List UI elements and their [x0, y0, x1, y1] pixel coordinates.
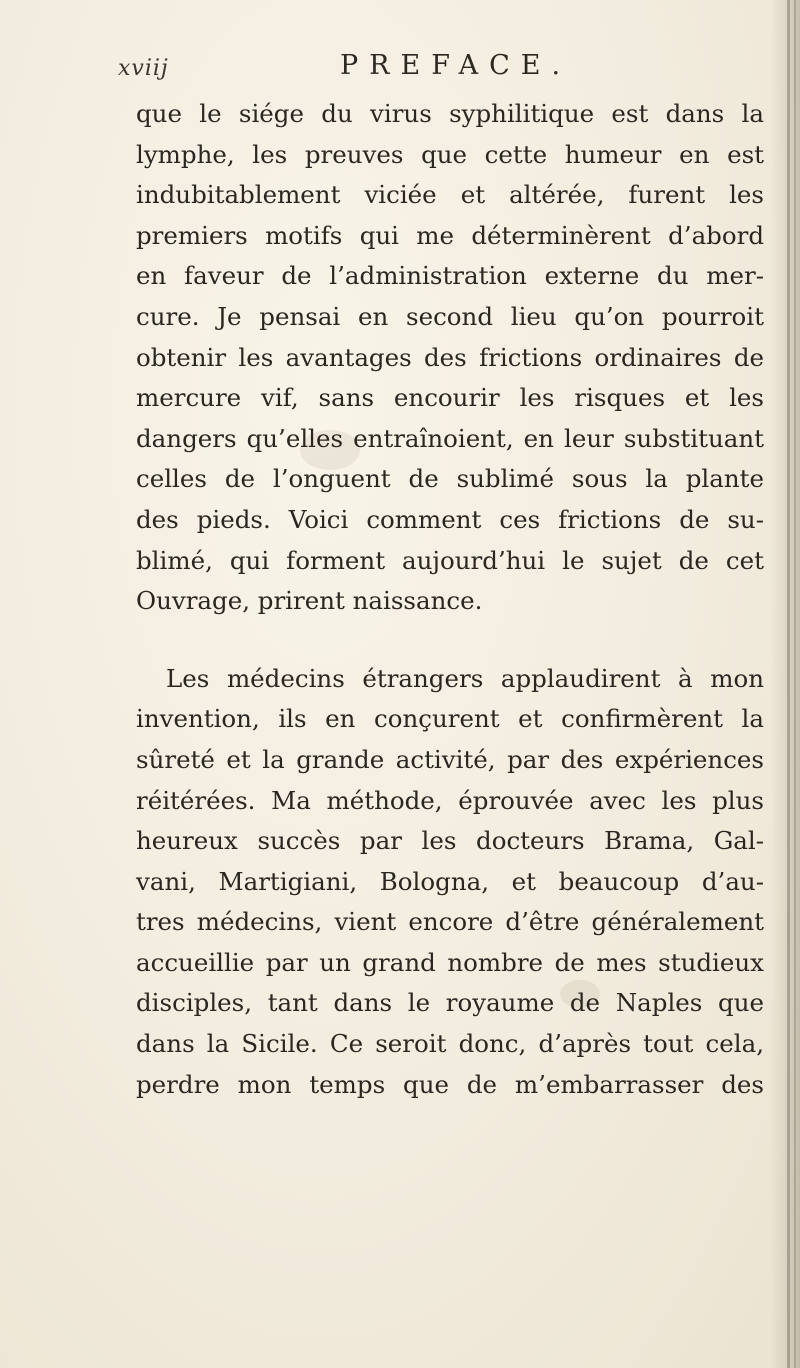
text-line: premiers motifs qui me déterminèrent d’abord	[136, 220, 764, 250]
text-line: Les médecins étrangers applaudirent à mon	[166, 663, 764, 693]
text-line: perdre mon temps que de m’embarrasser des	[136, 1069, 764, 1099]
text-line: celles de l’onguent de sublimé sous la plante	[136, 464, 764, 494]
page-edge	[787, 0, 790, 1368]
text-line: Ouvrage, prirent naissance.	[136, 586, 483, 616]
text-line: disciples, tant dans le royaume de Naples que	[136, 988, 764, 1018]
text-line: vani, Martigiani, Bologna, et beaucoup d’au-	[136, 866, 764, 896]
paragraph	[136, 659, 764, 1106]
page-number: xviij	[118, 56, 169, 81]
text-line: cure. Je pensai en second lieu qu’on pourroit	[136, 301, 764, 331]
text-line: des pieds. Voici comment ces frictions de su-	[136, 504, 764, 534]
text-line: réitérées. Ma méthode, éprouvée avec les plus	[136, 785, 764, 815]
paragraph-gap	[136, 622, 764, 659]
text-line: dans la Sicile. Ce seroit donc, d’après tout cela,	[136, 1029, 764, 1059]
text-line: sûreté et la grande activité, par des expériences	[136, 744, 764, 774]
page-edge	[794, 0, 796, 1368]
text-line: tres médecins, vient encore d’être généralement	[136, 907, 764, 937]
page-header	[118, 50, 738, 90]
text-line: obtenir les avantages des frictions ordinaires de	[136, 342, 764, 372]
text-line: mercure vif, sans encourir les risques et les	[136, 383, 764, 413]
text-line: indubitablement viciée et altérée, furent les	[136, 180, 764, 210]
body-text	[136, 94, 764, 1105]
paragraph	[136, 94, 764, 622]
text-line: heureux succès par les docteurs Brama, Gal-	[136, 826, 764, 856]
text-line: dangers qu’elles entraînoient, en leur substituant	[136, 423, 764, 453]
text-line: blimé, qui forment aujourd’hui le sujet de cet	[136, 545, 764, 575]
text-line: en faveur de l’administration externe du mer-	[136, 261, 764, 291]
text-line: invention, ils en conçurent et confirmèrent la	[136, 704, 764, 734]
text-line: accueillie par un grand nombre de mes studieux	[136, 947, 764, 977]
running-title: PREFACE.	[340, 50, 572, 81]
text-line: que le siége du virus syphilitique est dans la	[136, 99, 764, 128]
text-line: lymphe, les preuves que cette humeur en est	[136, 139, 764, 169]
